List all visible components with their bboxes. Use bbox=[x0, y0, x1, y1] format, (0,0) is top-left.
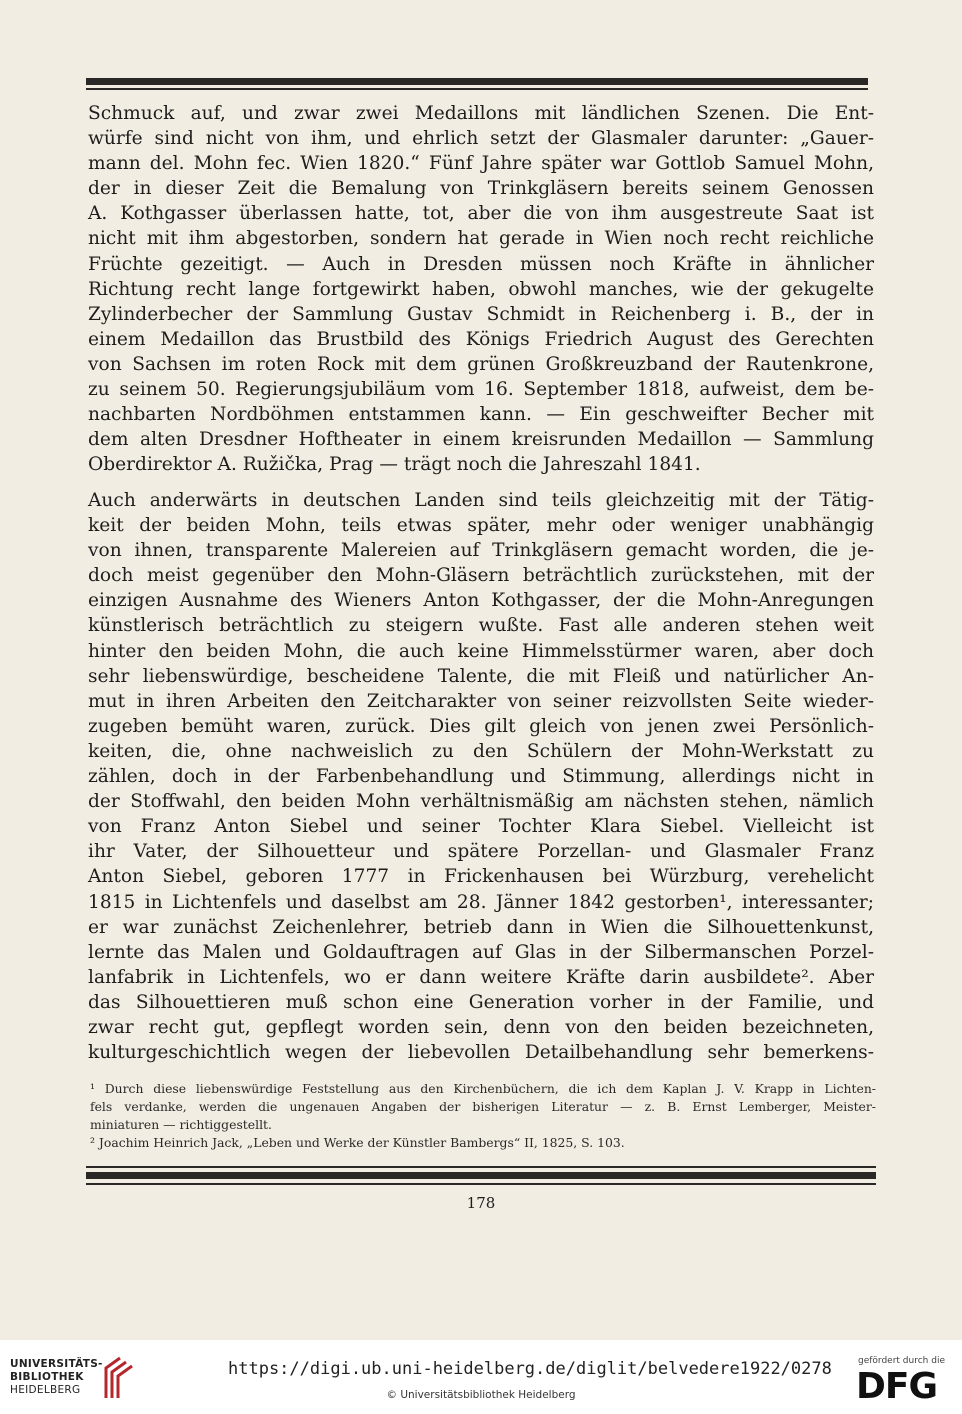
footnotes bbox=[90, 1080, 876, 1152]
text-line: er war zunächst Zeichenlehrer, betrieb dann in Wien die Silhouettenkunst, bbox=[88, 916, 874, 938]
text-line: kulturgeschichtlich wegen der liebevollen Detailbehandlung sehr bemerkens- bbox=[88, 1042, 874, 1064]
text-line: Früchte gezeitigt. — Auch in Dresden müssen noch Kräfte in ähnlicher bbox=[88, 253, 874, 275]
text-line: Schmuck auf, und zwar zwei Medaillons mit ländlichen Szenen. Die Ent- bbox=[88, 103, 874, 124]
text-line: das Silhouettieren muß schon eine Generation vorher in der Familie, und bbox=[88, 991, 874, 1013]
text-line: einem Medaillon das Brustbild des Königs Friedrich August des Gerechten bbox=[88, 328, 874, 350]
text-line: keiten, die, ohne nachweislich zu den Schülern der Mohn-Werkstatt zu bbox=[88, 740, 874, 762]
text-line: ihr Vater, der Silhouetteur und spätere Porzellan- und Glasmaler Franz bbox=[88, 841, 874, 863]
paragraph-2 bbox=[88, 488, 874, 1065]
text-line: von Sachsen im roten Rock mit dem grünen Großkreuzband der Rautenkrone, bbox=[88, 353, 874, 375]
text-line: mut in ihren Arbeiten den Zeitcharakter von seiner reizvollsten Seite wieder- bbox=[88, 690, 874, 712]
bottom-rule-thin bbox=[86, 1183, 876, 1185]
text-line: zwar recht gut, gepflegt worden sein, denn von den beiden bezeichneten, bbox=[88, 1016, 874, 1038]
permalink-url[interactable]: https://digi.ub.uni-heidelberg.de/diglit/belvedere1922/0278 bbox=[228, 1359, 832, 1379]
text-line: zugeben bemüht waren, zurück. Dies gilt gleich von jenen zwei Persönlich- bbox=[88, 715, 874, 737]
bottom-rule-thick bbox=[86, 1172, 876, 1179]
funder-caption: gefördert durch die bbox=[858, 1356, 945, 1366]
text-line: sehr liebenswürdige, bescheidene Talente, die mit Fleiß und natürlicher An- bbox=[88, 665, 874, 687]
text-line: Oberdirektor A. Ružička, Prag — trägt noch die Jahreszahl 1841. bbox=[88, 454, 701, 476]
text-line: lanfabrik in Lichtenfels, wo er dann weitere Kräfte darin ausbildete². Aber bbox=[88, 966, 874, 988]
text-line: A. Kothgasser überlassen hatte, tot, aber die von ihm ausgestreute Saat ist bbox=[88, 203, 874, 225]
text-line: der in dieser Zeit die Bemalung von Trinkgläsern bereits seinem Genossen bbox=[88, 178, 874, 200]
copyright-notice: © Universitätsbibliothek Heidelberg bbox=[386, 1389, 576, 1401]
text-line: Richtung recht lange fortgewirkt haben, obwohl manches, wie der gekugelte bbox=[88, 278, 874, 300]
text-line: mann del. Mohn fec. Wien 1820.“ Fünf Jahre später war Gottlob Samuel Mohn, bbox=[88, 153, 874, 175]
footnote-line: ² Joachim Heinrich Jack, „Leben und Werke der Künstler Bambergs“ II, 1825, S. 103. bbox=[90, 1135, 625, 1150]
text-line: von ihnen, transparente Malereien auf Trinkgläsern gemacht worden, die je- bbox=[88, 540, 874, 562]
library-name-line: BIBLIOTHEK bbox=[10, 1371, 84, 1383]
text-line: zählen, doch in der Farbenbehandlung und Stimmung, allerdings nicht in bbox=[88, 766, 874, 788]
text-line: von Franz Anton Siebel und seiner Tochter Klara Siebel. Vielleicht ist bbox=[88, 816, 874, 838]
paragraph-1 bbox=[88, 101, 874, 477]
text-line: lernte das Malen und Goldauftragen auf Glas in der Silbermanschen Porzel- bbox=[88, 941, 874, 963]
footnote-line: fels verdanke, werden die ungenauen Angaben der bisherigen Literatur — z. B. Ernst Lemberger, Meister- bbox=[90, 1099, 876, 1114]
footnote-line: ¹ Durch diese liebenswürdige Feststellung aus den Kirchenbüchern, die ich dem Kaplan J. V. Krapp in Lichten- bbox=[90, 1081, 876, 1096]
library-name-line: UNIVERSITÄTS- bbox=[10, 1358, 103, 1370]
text-line: nicht mit ihm abgestorben, sondern hat gerade in Wien noch recht reichliche bbox=[88, 228, 874, 250]
text-line: hinter den beiden Mohn, die auch keine Himmelsstürmer waren, aber doch bbox=[88, 640, 874, 662]
text-line: zu seinem 50. Regierungsjubiläum vom 16. September 1818, aufweist, dem be- bbox=[88, 379, 874, 401]
page-number: 178 bbox=[466, 1194, 496, 1212]
top-rule bbox=[86, 78, 868, 85]
library-name-line: HEIDELBERG bbox=[10, 1384, 81, 1396]
text-line: Anton Siebel, geboren 1777 in Frickenhausen bei Würzburg, verehelicht bbox=[88, 866, 874, 888]
text-line: keit der beiden Mohn, teils etwas später, mehr oder weniger unabhängig bbox=[88, 515, 874, 537]
bottom-rule-thin bbox=[86, 1166, 876, 1168]
footnote-line: miniaturen — richtiggestellt. bbox=[90, 1117, 272, 1132]
dfg-logo[interactable]: DFG bbox=[856, 1366, 938, 1407]
text-line: künstlerisch beträchtlich zu steigern wußte. Fast alle anderen stehen weit bbox=[88, 615, 874, 637]
text-line: Zylinderbecher der Sammlung Gustav Schmidt in Reichenberg i. B., der in bbox=[88, 303, 874, 325]
text-line: dem alten Dresdner Hoftheater in einem kreisrunden Medaillon — Sammlung bbox=[88, 429, 874, 451]
text-line: der Stoffwahl, den beiden Mohn verhältnismäßig am nächsten stehen, nämlich bbox=[88, 791, 874, 813]
text-line: nachbarten Nordböhmen entstammen kann. — Ein geschweifter Becher mit bbox=[88, 404, 874, 426]
text-line: doch meist gegenüber den Mohn-Gläsern beträchtlich zurückstehen, mit der bbox=[88, 565, 874, 587]
text-line: würfe sind nicht von ihm, und ehrlich setzt der Glasmaler darunter: „Gauer- bbox=[88, 128, 874, 150]
text-line: Auch anderwärts in deutschen Landen sind teils gleichzeitig mit der Tätig- bbox=[88, 490, 874, 511]
text-line: 1815 in Lichtenfels und daselbst am 28. Jänner 1842 gestorben¹, interessanter; bbox=[88, 891, 874, 913]
text-line: einzigen Ausnahme des Wieners Anton Kothgasser, der die Mohn-Anregungen bbox=[88, 590, 874, 612]
